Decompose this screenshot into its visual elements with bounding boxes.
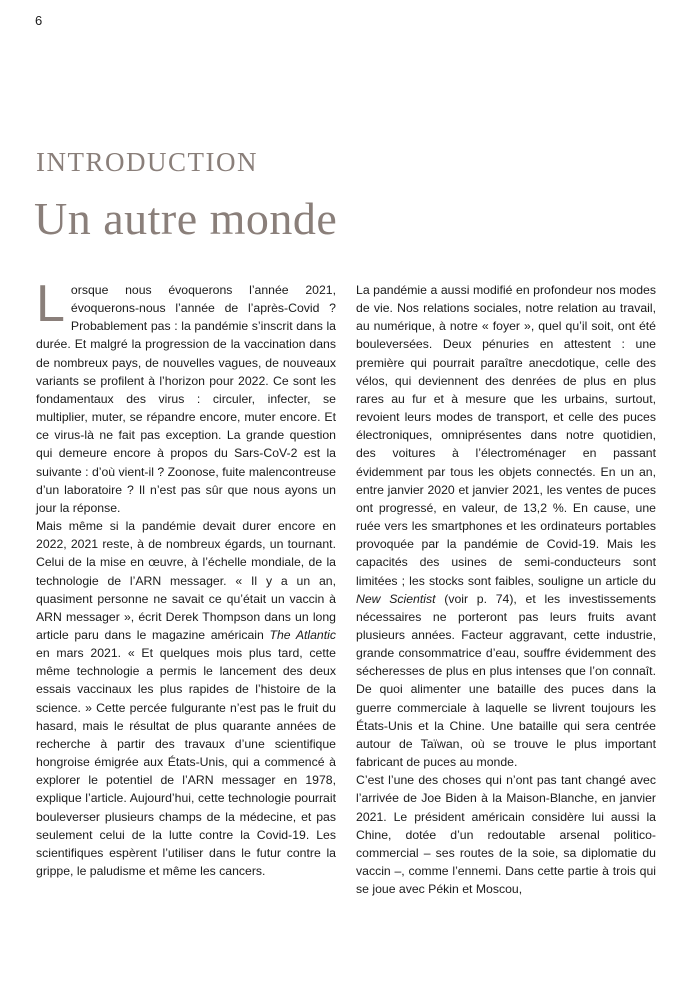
paragraph-text: (voir p. 74), et les investissements nécessaires ne porteront pas leurs fruits avant plusieurs années. Facteur aggravant, cette industrie, grande consommatrice d’eau, souffre évidemment des sécheresses de plus en plus intenses que l’on connaît. De quoi alimenter une bataille des puces dans la guerre commerciale à laquelle se livrent toujours les États-Unis et la Chine. Une bataille qui sera centrée autour de Taïwan, où se trouve le plus important fabricant de puces au monde. bbox=[356, 591, 656, 770]
publication-name: New Scientist bbox=[356, 591, 436, 606]
paragraph bbox=[356, 281, 656, 771]
section-kicker: INTRODUCTION bbox=[36, 147, 258, 177]
paragraph-text: La pandémie a aussi modifié en profondeur nos modes de vie. Nos relations sociales, notre relation au travail, au numérique, à notre « foyer », quel qu’il soit, ont été bouleversées. Deux pénuries en attestent : une première qui pourrait paraître anecdotique, celle des vélos, qui deviennent des denrées de plus en plus rares au fur et à mesure que les urbains, surtout, revoient leurs modes de transport, et celle des puces électroniques, omniprésentes dans notre quotidien, des voitures à l’électroménager en passant évidemment par tous les objets connectés. En un an, entre janvier 2020 et janvier 2021, les ventes de puces ont progressé, en valeur, de 13,2 %. En cause, une ruée vers les smartphones et les ordinateurs portables provoquée par la pandémie de Covid-19. Mais les capacités des usines de semi-conducteurs sont limitées ; les stocks sont faibles, souligne un article du bbox=[356, 283, 656, 588]
publication-name: The Atlantic bbox=[269, 627, 336, 642]
paragraph bbox=[356, 771, 656, 898]
paragraph bbox=[36, 275, 336, 517]
paragraph-text: orsque nous évoquerons l’année 2021, évoquerons-nous l’année de l’après-Covid ? Probablement pas : la pandémie s’inscrit dans la durée. Et malgré la progression de la vaccination dans de nombreux pays, de nouvelles vagues, de nouveaux variants se profilent à l’horizon pour 2022. Ce sont les fondamentaux des virus : circuler, infecter, se multiplier, muter, se répandre encore, muter encore. Et ce virus-là ne fait pas exception. La grande question qui demeure encore à propos du Sars-CoV-2 est la suivante : d’où vient-il ? Zoonose, fuite malencontreuse d’un laboratoire ? Il n’est pas sûr que nous ayons un jour la réponse. bbox=[36, 283, 336, 515]
page-title: Un autre monde bbox=[34, 193, 338, 244]
paragraph-text: en mars 2021. « Et quelques mois plus tard, cette même technologie a permis le lancement des deux essais vaccinaux les plus rapides de l’histoire de la science. » Cette percée fulgurante n’est pas le fruit du hasard, mais le résultat de plus quarante années de recherche à partir des travaux d’une scientifique hongroise émigrée aux États-Unis, qui a commencé à explorer le potentiel de l’ARN messager en 1978, explique l’article. Aujourd’hui, cette technologie pourrait bouleverser plusieurs champs de la médecine, et pas seulement celui de la lutte contre la Covid-19. Les scientifiques espèrent l’utiliser dans le futur contre la grippe, le paludisme et même les cancers. bbox=[36, 646, 336, 878]
paragraph-text: C’est l’une des choses qui n’ont pas tant changé avec l’arrivée de Joe Biden à la Maison-Blanche, en janvier 2021. Le président américain considère lui aussi la Chine, dotée d’un redoutable arsenal politico-commercial – ses routes de la soie, sa diplomatie du vaccin –, comme l’ennemi. Dans cette partie à trois qui se joue avec Pékin et Moscou, bbox=[356, 773, 656, 897]
page-number: 6 bbox=[35, 13, 43, 28]
paragraph-text: Mais même si la pandémie devait durer encore en 2022, 2021 reste, à de nombreux égards, un tournant. Celui de la mise en œuvre, à l’échelle mondiale, de la technologie de l’ARN messager. « Il y a un an, quasiment personne ne savait ce qu’était un vaccin à ARN messager », écrit Derek Thompson dans un long article paru dans le magazine américain bbox=[36, 519, 336, 642]
paragraph bbox=[36, 517, 336, 880]
drop-cap: L bbox=[36, 275, 65, 333]
left-column bbox=[36, 275, 336, 880]
right-column bbox=[356, 281, 656, 898]
